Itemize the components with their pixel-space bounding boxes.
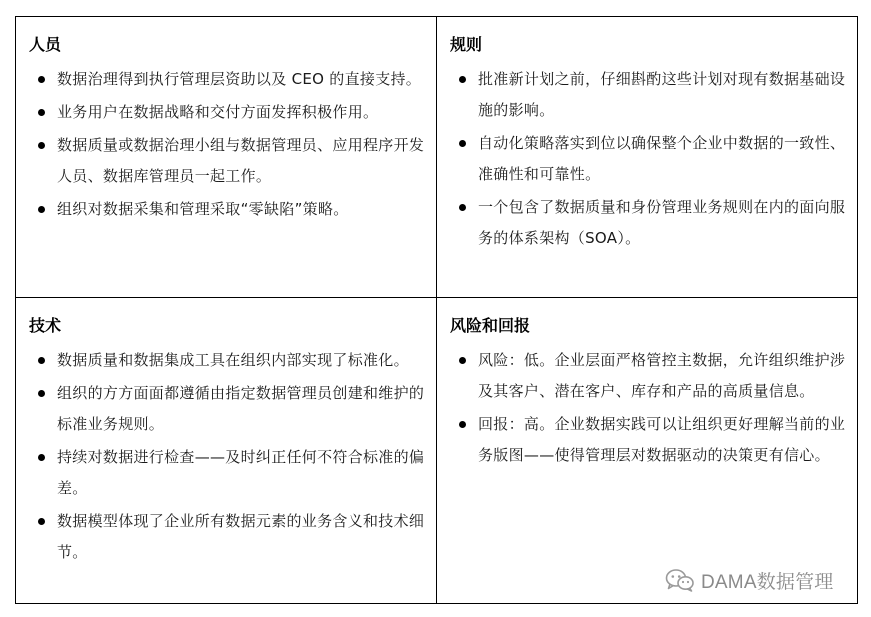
item-text: 批准新计划之前，仔细斟酌这些计划对现有数据基础设施的影响。: [478, 70, 846, 119]
list-item: [29, 194, 426, 225]
item-text: 数据治理得到执行管理层资助以及 CEO 的直接支持。: [57, 70, 422, 88]
wechat-icon: [665, 568, 695, 592]
maturity-table: [15, 16, 858, 604]
list-item: [450, 64, 847, 126]
bullet-icon: [38, 142, 45, 149]
quadrant-title: 规则: [450, 35, 483, 54]
list-item: [29, 506, 426, 568]
list-item: [450, 345, 847, 407]
list-item: [450, 192, 847, 254]
list-item: [29, 64, 426, 95]
list-item: [29, 97, 426, 128]
watermark-text: DAMA数据管理: [701, 571, 834, 593]
list-item: [29, 378, 426, 440]
item-text: 回报：高。企业数据实践可以让组织更好理解当前的业务版图——使得管理层对数据驱动的决策更有信心。: [478, 415, 846, 464]
bullet-icon: [459, 204, 466, 211]
bullet-icon: [38, 357, 45, 364]
bullet-icon: [38, 390, 45, 397]
quadrant-title: 技术: [29, 316, 62, 335]
bullet-icon: [38, 206, 45, 213]
bullet-icon: [459, 140, 466, 147]
bullet-list: [450, 64, 847, 254]
item-text: 数据质量和数据集成工具在组织内部实现了标准化。: [57, 351, 409, 369]
bullet-list: [450, 345, 847, 471]
item-text: 业务用户在数据战略和交付方面发挥积极作用。: [57, 103, 379, 121]
bullet-icon: [38, 76, 45, 83]
item-text: 数据质量或数据治理小组与数据管理员、应用程序开发人员、数据库管理员一起工作。: [57, 136, 425, 185]
quadrant-title: 风险和回报: [450, 316, 531, 335]
item-text: 组织的方方面面都遵循由指定数据管理员创建和维护的标准业务规则。: [57, 384, 425, 433]
quadrant-people: [16, 17, 437, 298]
bullet-icon: [38, 518, 45, 525]
item-text: 一个包含了数据质量和身份管理业务规则在内的面向服务的体系架构（SOA）。: [478, 198, 846, 247]
list-item: [450, 128, 847, 190]
item-text: 组织对数据采集和管理采取“零缺陷”策略。: [57, 200, 349, 218]
list-item: [29, 442, 426, 504]
bullet-icon: [38, 454, 45, 461]
bullet-list: [29, 64, 426, 225]
list-item: [29, 130, 426, 192]
bullet-icon: [459, 421, 466, 428]
quadrant-title: 人员: [29, 35, 62, 54]
quadrant-technology: [16, 298, 437, 603]
bullet-icon: [459, 76, 466, 83]
item-text: 风险：低。企业层面严格管控主数据，允许组织维护涉及其客户、潜在客户、库存和产品的高质量信息。: [478, 351, 846, 400]
item-text: 自动化策略落实到位以确保整个企业中数据的一致性、准确性和可靠性。: [478, 134, 846, 183]
quadrant-rules: [437, 17, 857, 298]
quadrant-risk-reward: [437, 298, 857, 603]
bullet-icon: [38, 109, 45, 116]
watermark: [665, 565, 834, 595]
item-text: 持续对数据进行检查——及时纠正任何不符合标准的偏差。: [57, 448, 425, 497]
item-text: 数据模型体现了企业所有数据元素的业务含义和技术细节。: [57, 512, 425, 561]
list-item: [450, 409, 847, 471]
bullet-icon: [459, 357, 466, 364]
list-item: [29, 345, 426, 376]
bullet-list: [29, 345, 426, 568]
